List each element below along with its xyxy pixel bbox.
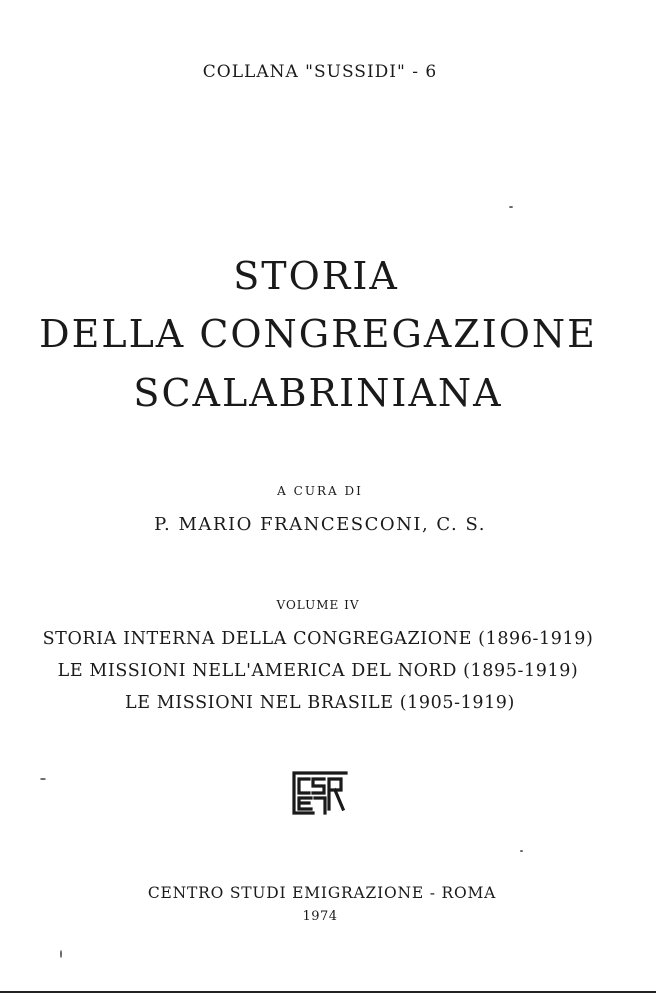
series-label: COLLANA "SUSSIDI" - 6 — [202, 62, 438, 82]
scan-speck — [509, 206, 513, 208]
book-title-line-3: SCALABRINIANA — [133, 371, 503, 415]
volume-subtitle-3: LE MISSIONI NEL BRASILE (1905-1919) — [125, 693, 515, 713]
cser-logo-icon — [291, 770, 349, 816]
page-edge-rule — [0, 991, 656, 993]
volume-subtitle-2: LE MISSIONI NELL'AMERICA DEL NORD (1895-1919) — [57, 661, 579, 681]
editor-label: A CURA DI — [277, 484, 363, 498]
scan-speck — [60, 950, 62, 958]
book-title-line-1: STORIA — [233, 254, 399, 298]
book-title-line-2: DELLA CONGREGAZIONE — [39, 312, 597, 356]
scan-speck — [40, 778, 46, 780]
publisher: CENTRO STUDI EMIGRAZIONE - ROMA — [147, 884, 497, 902]
editor-name: P. MARIO FRANCESCONI, C. S. — [154, 514, 486, 535]
publication-year: 1974 — [302, 909, 338, 924]
volume-label: VOLUME IV — [276, 598, 360, 612]
scan-speck — [520, 850, 523, 852]
volume-subtitle-1: STORIA INTERNA DELLA CONGREGAZIONE (1896-1919) — [42, 629, 594, 649]
